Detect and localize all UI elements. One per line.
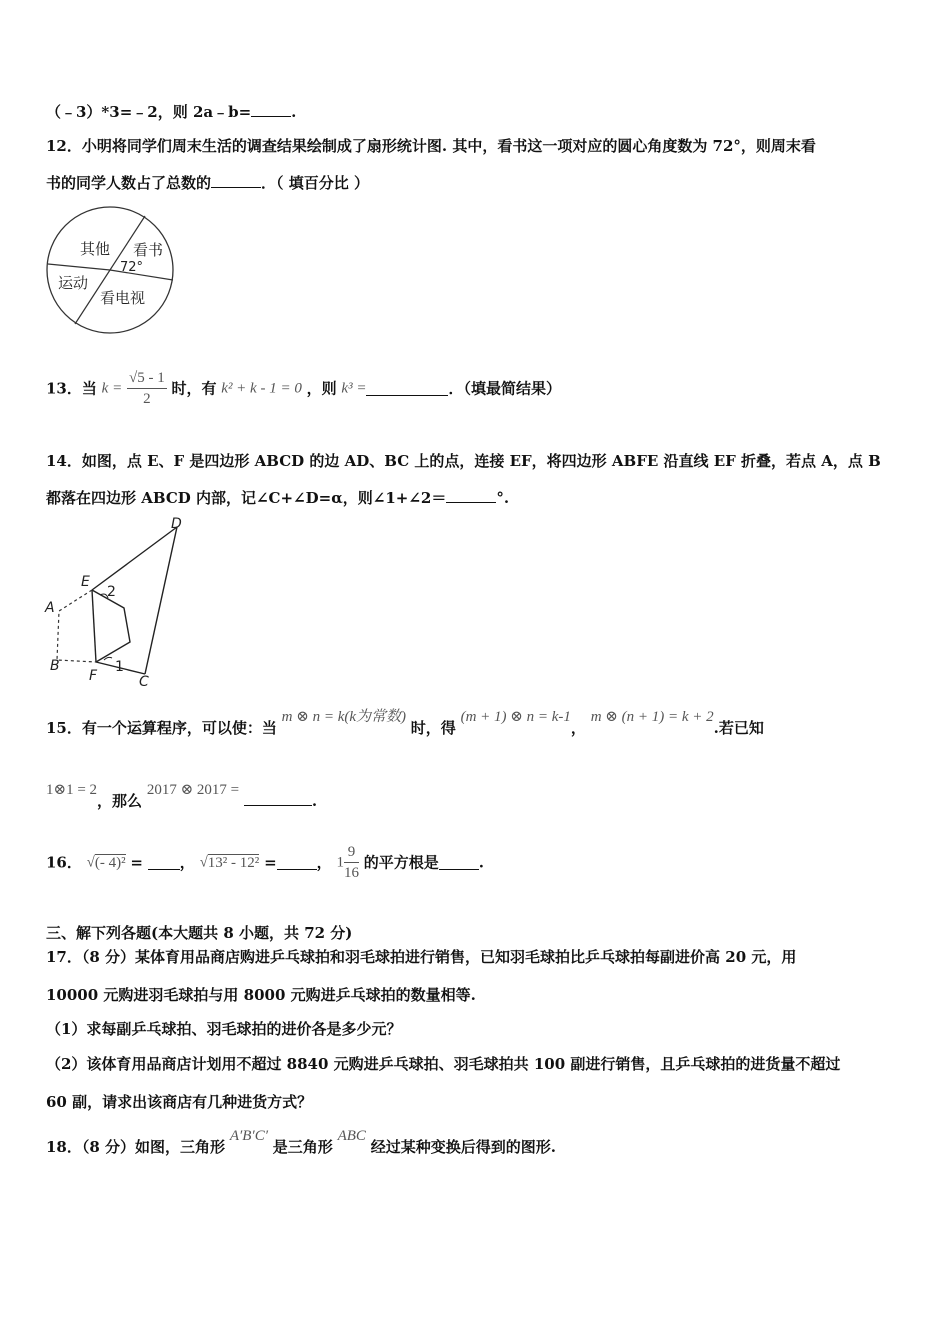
q17-line1: 17．（8 分）某体育用品商店购进乒乓球拍和羽毛球拍进行销售，已知羽毛球拍比乒乓球拍每副进价高 20 元，用 <box>46 948 797 966</box>
quadrilateral-figure <box>40 512 190 692</box>
label-D: D <box>171 516 182 532</box>
q15-line2: 1⊗1 = 2，那么 2017 ⊗ 2017 = . <box>46 782 318 810</box>
q12-line1: 12．小明将同学们周末生活的调查结果绘制成了扇形统计图. 其中，看书这一项对应的圆心角度数为 72°，则周末看 <box>46 137 816 155</box>
label-B: B <box>50 658 60 674</box>
edge-DC <box>145 527 177 674</box>
q13-fraction: $\frac{√5 - 1}{2}$ <box>128 370 165 407</box>
label-E: E <box>81 574 90 590</box>
q12-line2: 书的同学人数占了总数的 ．（ 填百分比 ） <box>46 174 369 192</box>
q16-fraction: $\frac{9}{16}$ <box>343 844 359 881</box>
label-2: 2 <box>107 584 116 600</box>
answer-blank <box>148 855 180 870</box>
answer-blank <box>446 488 496 503</box>
pie-label-reading: 看书 <box>133 241 164 259</box>
label-1: 1 <box>115 659 124 675</box>
angle-1-arc <box>104 657 112 660</box>
original-part <box>57 590 96 662</box>
q15-line1: 15．有一个运算程序，可以使：当 m ⊗ n = k(k为常数) 时，得 (m + 1) ⊗ n = k-1， m ⊗ (n + 1) = k + 2.若已知 <box>46 709 764 737</box>
answer-blank <box>244 791 312 806</box>
q13: 13．当 k = $\frac{√5 - 1}{2}$ 时，有 k² + k - 1 = 0 ，则 k³ = ．（填最简结果） <box>46 370 561 407</box>
pie-chart <box>40 200 180 340</box>
q17-line2: 10000 元购进羽毛球拍与用 8000 元购进乒乓球拍的数量相等. <box>46 986 476 1004</box>
answer-blank <box>211 173 261 188</box>
pie-angle-label: 72° <box>120 260 144 275</box>
sqrt-1: √(- 4)² <box>86 854 126 871</box>
section-title: 三、解下列各题(本大题共 8 小题，共 72 分) <box>46 924 353 942</box>
answer-blank <box>439 855 479 870</box>
pie-label-tv: 看电视 <box>100 289 146 307</box>
q11-tail: （﹣3）*3=﹣2，则 2a﹣b= . <box>46 103 297 121</box>
answer-blank <box>366 381 448 396</box>
folded-part <box>92 590 130 662</box>
label-A: A <box>45 600 55 616</box>
q18: 18．（8 分）如图，三角形 A′B′C′ 是三角形 ABC 经过某种变换后得到的图形. <box>46 1128 556 1156</box>
answer-blank <box>277 855 317 870</box>
pie-slice-divider <box>48 264 110 270</box>
edge-ED <box>92 527 177 590</box>
fold-line-EF <box>92 590 96 662</box>
label-C: C <box>139 674 149 690</box>
label-F: F <box>89 668 98 684</box>
sqrt-2: √13² - 12² <box>199 854 260 871</box>
pie-label-other: 其他 <box>80 240 111 258</box>
q17-sub2a: （2）该体育用品商店计划用不超过 8840 元购进乒乓球拍、羽毛球拍共 100 副进行销售，且乒乓球拍的进货量不超过 <box>46 1055 841 1073</box>
answer-blank <box>251 102 291 117</box>
q14-line2: 都落在四边形 ABCD 内部，记∠C+∠D=α，则∠1+∠2＝ °. <box>46 489 510 507</box>
q17-sub1: （1）求每副乒乓球拍、羽毛球拍的进价各是多少元？ <box>46 1020 402 1038</box>
q14-line1: 14．如图，点 E、F 是四边形 ABCD 的边 AD、BC 上的点，连接 EF，将四边形 ABFE 沿直线 EF 折叠，若点 A，点 B <box>46 452 881 470</box>
q16: 16． √(- 4)² = ， √13² - 12² = ， 1 $\frac{9}{16}$ 的平方根是 . <box>46 844 484 881</box>
pie-label-sports: 运动 <box>58 274 89 292</box>
q17-sub2b: 60 副，请求出该商店有几种进货方式？ <box>46 1093 313 1111</box>
